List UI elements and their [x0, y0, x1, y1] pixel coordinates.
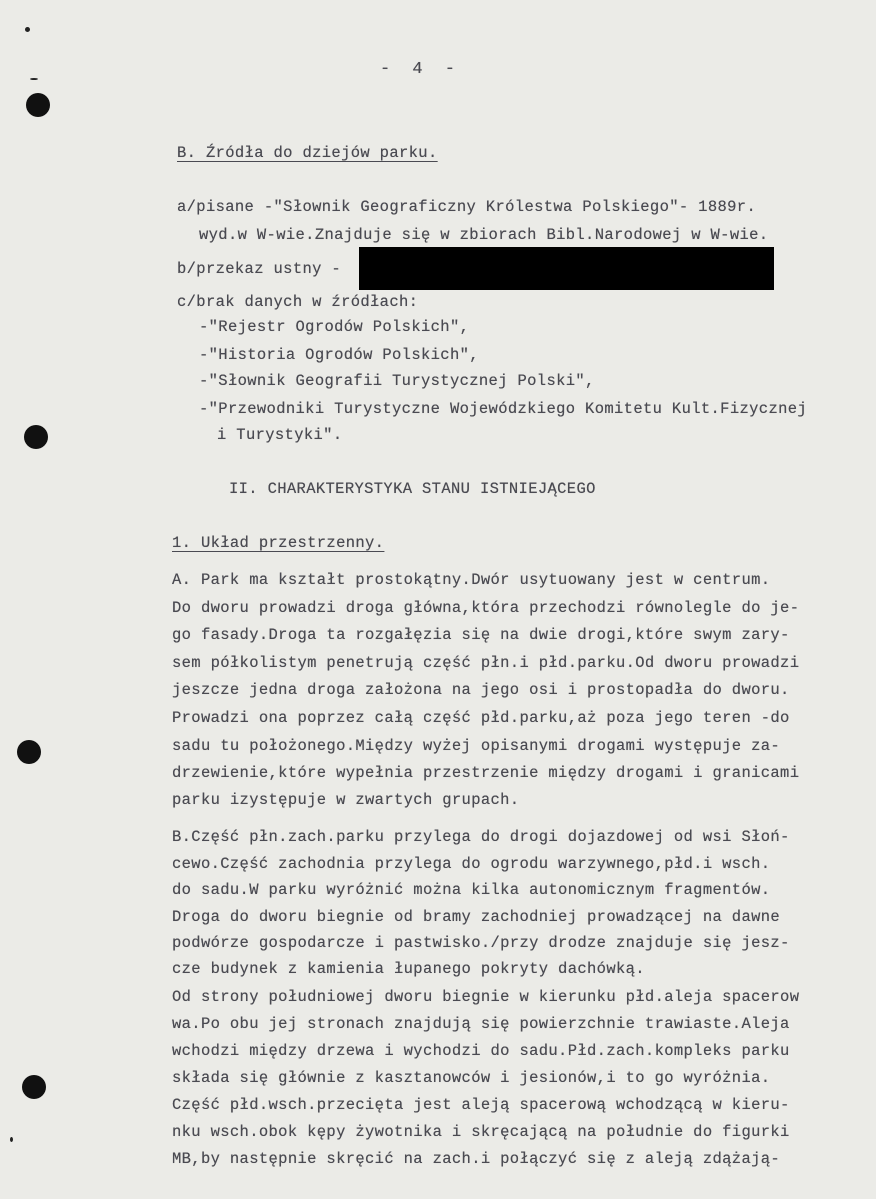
paragraph-line: wchodzi między drzewa i wychodzi do sadu.Płd.zach.kompleks parku	[172, 1042, 790, 1060]
section-1-heading: 1. Układ przestrzenny.	[172, 534, 385, 552]
paragraph-line: do sadu.W parku wyróżnić można kilka autonomicznym fragmentów.	[172, 881, 771, 899]
punch-hole-3	[17, 740, 41, 764]
paragraph-line: cze budynek z kamienia łupanego pokryty dachówką.	[172, 960, 645, 978]
punch-hole-1	[26, 93, 50, 117]
source-c-item: -"Słownik Geografii Turystycznej Polski",	[199, 372, 595, 390]
paragraph-line: parku izystępuje w zwartych grupach.	[172, 791, 520, 809]
paper-speck	[30, 78, 38, 80]
page-number: - 4 -	[380, 60, 462, 79]
paragraph-line: sadu tu położonego.Między wyżej opisanymi drogami występuje za-	[172, 737, 781, 755]
source-a-line-1: a/pisane -"Słownik Geograficzny Królestwa Polskiego"- 1889r.	[177, 198, 757, 216]
paragraph-line: Do dworu prowadzi droga główna,która przechodzi równolegle do je-	[172, 599, 800, 617]
source-c-line: c/brak danych w źródłach:	[177, 293, 419, 311]
punch-hole-2	[24, 425, 48, 449]
paragraph-line: sem półkolistym penetrują część płn.i płd.parku.Od dworu prowadzi	[172, 654, 800, 672]
paragraph-line: Część płd.wsch.przecięta jest aleją spacerową wchodzącą w kieru-	[172, 1096, 790, 1114]
paragraph-line: Od strony południowej dworu biegnie w kierunku płd.aleja spacerow	[172, 988, 800, 1006]
section-ii-heading: II. CHARAKTERYSTYKA STANU ISTNIEJĄCEGO	[229, 480, 596, 498]
paragraph-line: składa się głównie z kasztanowców i jesionów,i to go wyróżnia.	[172, 1069, 771, 1087]
paragraph-line: podwórze gospodarcze i pastwisko./przy drodze znajduje się jesz-	[172, 934, 790, 952]
paper-speck	[10, 1137, 13, 1142]
paragraph-line: cewo.Część zachodnia przylega do ogrodu warzywnego,płd.i wsch.	[172, 855, 771, 873]
punch-hole-4	[22, 1075, 46, 1099]
paragraph-line: drzewienie,które wypełnia przestrzenie między drogami i granicami	[172, 764, 800, 782]
redaction-bar	[359, 247, 774, 290]
section-b-heading: B. Źródła do dziejów parku.	[177, 144, 438, 162]
paragraph-line: nku wsch.obok kępy żywotnika i skręcającą na południe do figurki	[172, 1123, 790, 1141]
source-b-line: b/przekaz ustny -	[177, 260, 342, 278]
source-c-item: -"Przewodniki Turystyczne Wojewódzkiego Komitetu Kult.Fizycznej	[199, 400, 808, 418]
paragraph-line: Droga do dworu biegnie od bramy zachodniej prowadzącej na dawne	[172, 908, 781, 926]
source-c-item: -"Rejestr Ogrodów Polskich",	[199, 318, 470, 336]
paragraph-line: A. Park ma kształt prostokątny.Dwór usytuowany jest w centrum.	[172, 571, 771, 589]
paragraph-line: MB,by następnie skręcić na zach.i połączyć się z aleją zdążają-	[172, 1150, 781, 1168]
paper-speck	[25, 27, 30, 32]
source-a-line-2: wyd.w W-wie.Znajduje się w zbiorach Bibl.Narodowej w W-wie.	[199, 226, 769, 244]
paragraph-line: jeszcze jedna droga założona na jego osi i prostopadła do dworu.	[172, 681, 790, 699]
source-c-item: i Turystyki".	[217, 426, 343, 444]
paragraph-line: B.Część płn.zach.parku przylega do drogi dojazdowej od wsi Słoń-	[172, 828, 790, 846]
paragraph-line: wa.Po obu jej stronach znajdują się powierzchnie trawiaste.Aleja	[172, 1015, 790, 1033]
source-c-item: -"Historia Ogrodów Polskich",	[199, 346, 479, 364]
paragraph-line: go fasady.Droga ta rozgałęzia się na dwie drogi,które swym zary-	[172, 626, 790, 644]
paragraph-line: Prowadzi ona poprzez całą część płd.parku,aż poza jego teren -do	[172, 709, 790, 727]
